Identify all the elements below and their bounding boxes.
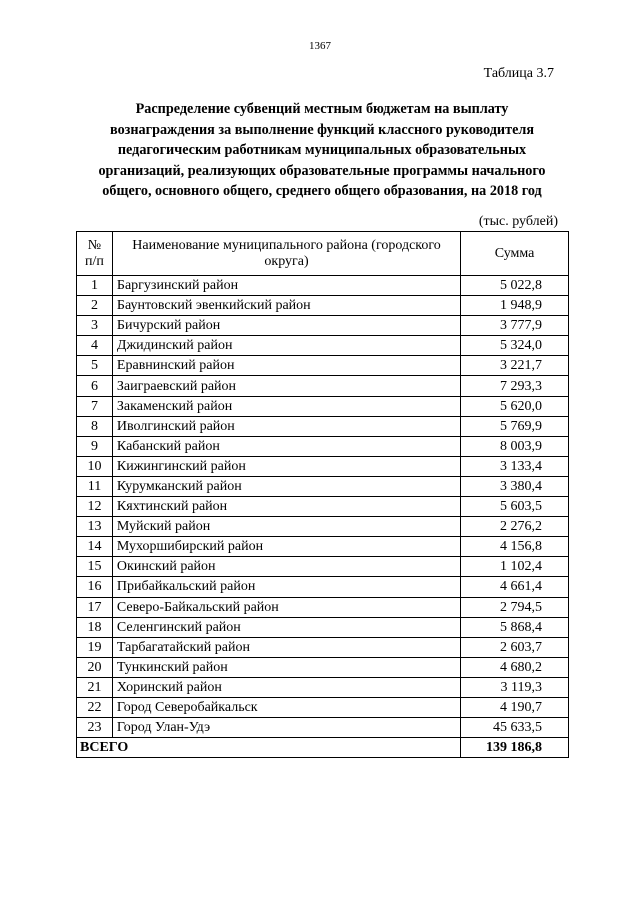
row-number: 22 xyxy=(77,697,113,717)
header-sum: Сумма xyxy=(461,232,569,276)
row-amount: 2 603,7 xyxy=(461,637,569,657)
table-row xyxy=(77,356,569,376)
header-name-line1: Наименование муниципального района (городского xyxy=(132,237,441,253)
row-amount: 1 948,9 xyxy=(461,296,569,316)
row-district-name: Город Северобайкальск xyxy=(112,697,460,717)
row-amount: 4 680,2 xyxy=(461,657,569,677)
table-row xyxy=(77,497,569,517)
row-district-name: Мухоршибирский район xyxy=(112,537,460,557)
table-row xyxy=(77,416,569,436)
row-amount: 5 769,9 xyxy=(461,416,569,436)
row-amount: 4 661,4 xyxy=(461,577,569,597)
row-district-name: Город Улан-Удэ xyxy=(112,718,460,738)
header-name-line2: округа) xyxy=(264,253,309,269)
title-line: Распределение субвенций местным бюджетам на выплату xyxy=(135,101,509,117)
row-district-name: Заиграевский район xyxy=(112,376,460,396)
table-row xyxy=(77,476,569,496)
row-district-name: Кяхтинский район xyxy=(112,497,460,517)
row-number: 15 xyxy=(77,557,113,577)
table-row xyxy=(77,376,569,396)
row-district-name: Северо-Байкальский район xyxy=(112,597,460,617)
table-row xyxy=(77,577,569,597)
row-amount: 5 022,8 xyxy=(461,276,569,296)
row-number: 20 xyxy=(77,657,113,677)
row-amount: 5 603,5 xyxy=(461,497,569,517)
header-num-line1: № xyxy=(87,237,102,253)
row-district-name: Тарбагатайский район xyxy=(112,637,460,657)
row-district-name: Джидинский район xyxy=(112,336,460,356)
table-row xyxy=(77,697,569,717)
total-label: ВСЕГО xyxy=(77,738,461,758)
row-number: 19 xyxy=(77,637,113,657)
table-row xyxy=(77,718,569,738)
row-district-name: Закаменский район xyxy=(112,396,460,416)
units-label: (тыс. рублей) xyxy=(478,214,558,229)
title-line: общего, основного общего, среднего общего образования, на 2018 год xyxy=(102,183,542,199)
row-number: 11 xyxy=(77,476,113,496)
header-row xyxy=(77,232,569,276)
row-district-name: Хоринский район xyxy=(112,677,460,697)
row-amount: 5 868,4 xyxy=(461,617,569,637)
row-amount: 4 156,8 xyxy=(461,537,569,557)
row-district-name: Тункинский район xyxy=(112,657,460,677)
table-row xyxy=(77,296,569,316)
row-number: 9 xyxy=(77,436,113,456)
row-amount: 5 324,0 xyxy=(461,336,569,356)
row-number: 4 xyxy=(77,336,113,356)
row-district-name: Еравнинский район xyxy=(112,356,460,376)
table-row xyxy=(77,396,569,416)
row-district-name: Селенгинский район xyxy=(112,617,460,637)
table-body xyxy=(77,276,569,738)
header-num-line2: п/п xyxy=(85,253,104,269)
table-row xyxy=(77,436,569,456)
table-row xyxy=(77,537,569,557)
table-row xyxy=(77,456,569,476)
row-district-name: Баунтовский эвенкийский район xyxy=(112,296,460,316)
row-number: 3 xyxy=(77,316,113,336)
row-number: 14 xyxy=(77,537,113,557)
page-number: 1367 xyxy=(309,40,331,52)
table-title xyxy=(80,99,564,202)
table-row xyxy=(77,657,569,677)
row-amount: 2 276,2 xyxy=(461,517,569,537)
row-number: 17 xyxy=(77,597,113,617)
row-number: 23 xyxy=(77,718,113,738)
row-district-name: Кижингинский район xyxy=(112,456,460,476)
row-number: 21 xyxy=(77,677,113,697)
row-district-name: Муйский район xyxy=(112,517,460,537)
header-num xyxy=(77,232,113,276)
row-amount: 3 119,3 xyxy=(461,677,569,697)
title-line: вознаграждения за выполнение функций классного руководителя xyxy=(110,121,534,138)
row-district-name: Курумканский район xyxy=(112,476,460,496)
row-amount: 4 190,7 xyxy=(461,697,569,717)
subvention-table xyxy=(76,231,569,758)
row-amount: 1 102,4 xyxy=(461,557,569,577)
row-number: 2 xyxy=(77,296,113,316)
table-row xyxy=(77,597,569,617)
row-district-name: Иволгинский район xyxy=(112,416,460,436)
row-number: 8 xyxy=(77,416,113,436)
row-number: 5 xyxy=(77,356,113,376)
row-district-name: Кабанский район xyxy=(112,436,460,456)
row-number: 18 xyxy=(77,617,113,637)
row-amount: 3 133,4 xyxy=(461,456,569,476)
total-row xyxy=(77,738,569,758)
row-amount: 8 003,9 xyxy=(461,436,569,456)
row-number: 7 xyxy=(77,396,113,416)
row-number: 10 xyxy=(77,456,113,476)
row-amount: 3 380,4 xyxy=(461,476,569,496)
header-name xyxy=(112,232,460,276)
total-sum: 139 186,8 xyxy=(461,738,569,758)
row-district-name: Окинский район xyxy=(112,557,460,577)
row-number: 16 xyxy=(77,577,113,597)
row-amount: 7 293,3 xyxy=(461,376,569,396)
table-row xyxy=(77,336,569,356)
title-line: педагогическим работникам муниципальных образовательных xyxy=(117,142,527,158)
table-row xyxy=(77,517,569,537)
row-number: 6 xyxy=(77,376,113,396)
table-row xyxy=(77,617,569,637)
row-number: 13 xyxy=(77,517,113,537)
row-number: 1 xyxy=(77,276,113,296)
title-line: организаций, реализующих образовательные программы начального xyxy=(98,162,546,179)
row-amount: 5 620,0 xyxy=(461,396,569,416)
row-amount: 3 221,7 xyxy=(461,356,569,376)
table-row xyxy=(77,677,569,697)
row-district-name: Прибайкальский район xyxy=(112,577,460,597)
row-district-name: Бичурский район xyxy=(112,316,460,336)
table-row xyxy=(77,557,569,577)
row-number: 12 xyxy=(77,497,113,517)
row-amount: 3 777,9 xyxy=(461,316,569,336)
table-row xyxy=(77,276,569,296)
row-district-name: Баргузинский район xyxy=(112,276,460,296)
row-amount: 2 794,5 xyxy=(461,597,569,617)
table-row xyxy=(77,316,569,336)
row-amount: 45 633,5 xyxy=(461,718,569,738)
table-row xyxy=(77,637,569,657)
table-label: Таблица 3.7 xyxy=(483,66,554,81)
